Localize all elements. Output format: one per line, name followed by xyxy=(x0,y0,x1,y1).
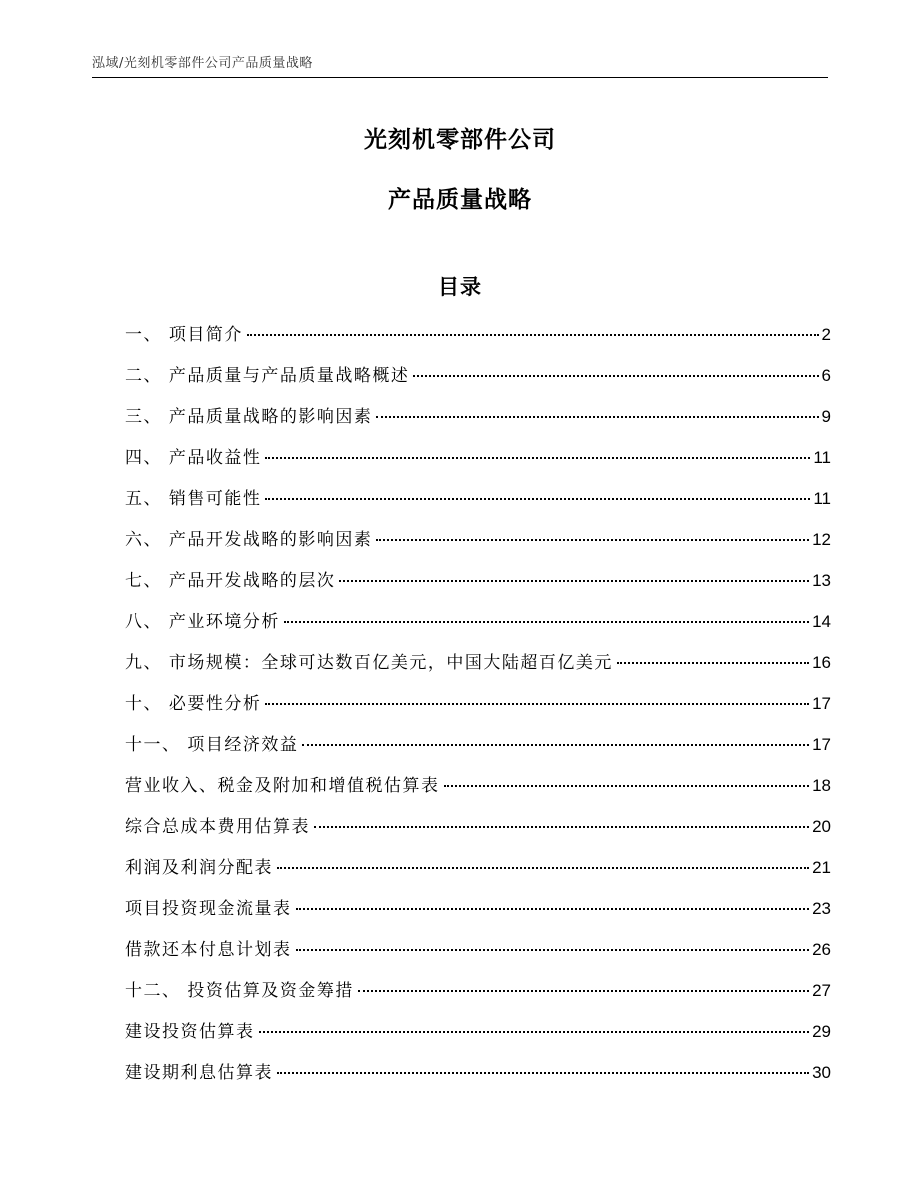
toc-page-number: 13 xyxy=(812,571,831,590)
toc-leader-dots xyxy=(358,990,809,992)
toc-leader-dots xyxy=(302,744,809,746)
toc-entry-title: 营业收入、税金及附加和增值税估算表 xyxy=(125,776,440,796)
toc-entry[interactable] xyxy=(125,1058,831,1099)
document-title: 产品质量战略 xyxy=(388,187,532,213)
toc-page-number: 30 xyxy=(812,1063,831,1082)
toc-entry-title: 项目投资现金流量表 xyxy=(125,899,292,919)
toc-leader-dots xyxy=(376,416,818,418)
toc-page-number: 21 xyxy=(812,858,831,877)
toc-leader-dots xyxy=(296,908,810,910)
toc-entry-title: 借款还本付息计划表 xyxy=(125,940,292,960)
toc-leader-dots xyxy=(259,1031,810,1033)
page-header: 泓域/光刻机零部件公司产品质量战略 xyxy=(92,56,313,71)
toc-entry-title: 建设期利息估算表 xyxy=(125,1063,273,1083)
toc-page-number: 2 xyxy=(821,325,831,344)
table-of-contents xyxy=(125,320,831,1099)
toc-entry[interactable] xyxy=(125,812,831,853)
toc-entry[interactable] xyxy=(125,484,831,525)
toc-page-number: 11 xyxy=(813,489,831,508)
toc-entry-title: 综合总成本费用估算表 xyxy=(125,817,310,837)
toc-entry[interactable] xyxy=(125,976,831,1017)
header-divider xyxy=(92,77,828,78)
toc-leader-dots xyxy=(265,457,810,459)
toc-entry-title: 一、 项目简介 xyxy=(125,325,243,345)
toc-leader-dots xyxy=(265,498,810,500)
toc-entry-title: 四、 产品收益性 xyxy=(125,448,262,468)
toc-entry[interactable] xyxy=(125,607,831,648)
toc-entry[interactable] xyxy=(125,1017,831,1058)
toc-entry[interactable] xyxy=(125,320,831,361)
toc-page-number: 29 xyxy=(812,1022,831,1041)
toc-leader-dots xyxy=(339,580,809,582)
toc-page-number: 12 xyxy=(812,530,831,549)
toc-leader-dots xyxy=(265,703,809,705)
toc-entry-title: 三、 产品质量战略的影响因素 xyxy=(125,407,373,427)
toc-page-number: 11 xyxy=(813,448,831,467)
toc-entry[interactable] xyxy=(125,402,831,443)
toc-page-number: 18 xyxy=(812,776,831,795)
toc-leader-dots xyxy=(617,662,809,664)
toc-page-number: 17 xyxy=(812,735,831,754)
toc-entry[interactable] xyxy=(125,771,831,812)
toc-leader-dots xyxy=(247,334,819,336)
toc-entry[interactable] xyxy=(125,525,831,566)
toc-entry[interactable] xyxy=(125,730,831,771)
toc-leader-dots xyxy=(296,949,810,951)
toc-entry-title: 建设投资估算表 xyxy=(125,1022,255,1042)
toc-entry[interactable] xyxy=(125,443,831,484)
toc-page-number: 6 xyxy=(821,366,831,385)
toc-entry-title: 十、 必要性分析 xyxy=(125,694,262,714)
toc-page-number: 26 xyxy=(812,940,831,959)
toc-entry[interactable] xyxy=(125,566,831,607)
toc-page-number: 9 xyxy=(821,407,831,426)
toc-page-number: 23 xyxy=(812,899,831,918)
toc-leader-dots xyxy=(314,826,809,828)
toc-entry-title: 十二、 投资估算及资金筹措 xyxy=(125,981,354,1001)
toc-leader-dots xyxy=(444,785,810,787)
toc-entry[interactable] xyxy=(125,894,831,935)
toc-page-number: 27 xyxy=(812,981,831,1000)
toc-leader-dots xyxy=(277,867,809,869)
toc-entry-title: 二、 产品质量与产品质量战略概述 xyxy=(125,366,410,386)
toc-entry[interactable] xyxy=(125,648,831,689)
toc-entry[interactable] xyxy=(125,689,831,730)
toc-entry-title: 六、 产品开发战略的影响因素 xyxy=(125,530,373,550)
toc-page-number: 14 xyxy=(812,612,831,631)
toc-entry-title: 五、 销售可能性 xyxy=(125,489,262,509)
toc-page-number: 20 xyxy=(812,817,831,836)
toc-entry[interactable] xyxy=(125,853,831,894)
toc-entry-title: 八、 产业环境分析 xyxy=(125,612,280,632)
toc-page-number: 17 xyxy=(812,694,831,713)
toc-leader-dots xyxy=(284,621,809,623)
toc-entry-title: 九、 市场规模：全球可达数百亿美元，中国大陆超百亿美元 xyxy=(125,653,613,673)
toc-entry[interactable] xyxy=(125,935,831,976)
toc-leader-dots xyxy=(376,539,809,541)
toc-leader-dots xyxy=(413,375,818,377)
toc-entry-title: 十一、 项目经济效益 xyxy=(125,735,299,755)
toc-entry-title: 利润及利润分配表 xyxy=(125,858,273,878)
toc-leader-dots xyxy=(277,1072,809,1074)
toc-entry-title: 七、 产品开发战略的层次 xyxy=(125,571,336,591)
toc-page-number: 16 xyxy=(812,653,831,672)
company-title: 光刻机零部件公司 xyxy=(364,127,556,153)
toc-entry[interactable] xyxy=(125,361,831,402)
toc-heading: 目录 xyxy=(438,275,482,299)
